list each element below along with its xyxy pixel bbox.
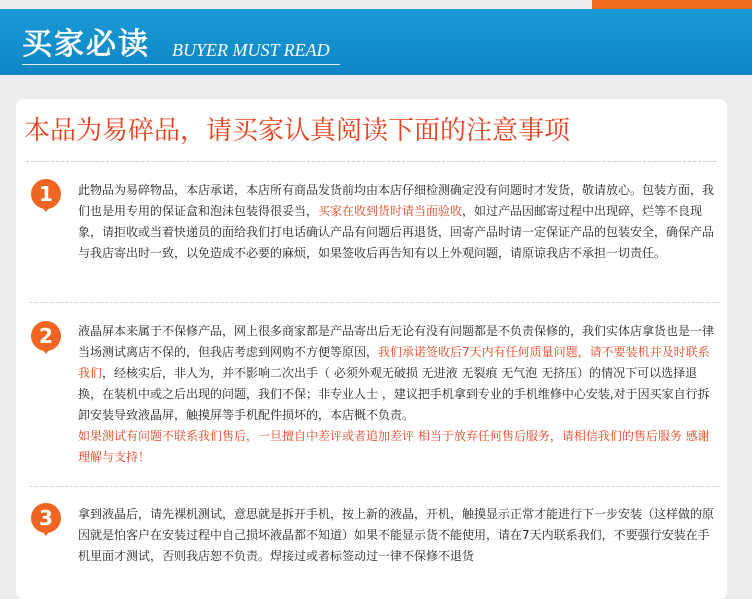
step-1-divider — [30, 302, 720, 303]
banner-subtitle: BUYER MUST READ — [172, 40, 330, 60]
header-banner — [0, 9, 752, 75]
notice-card — [16, 99, 727, 599]
step-2-after-sales-note: 如果测试有问题不联系我们售后，一旦擅自中差评或者追加差评 相当于放弃任何售后服务，请相信我们的售后服务 感谢理解与支持！ — [78, 429, 710, 464]
step-1-number-badge: 1 — [31, 179, 61, 209]
step-2-text-part-b: ，经核实后，非人为，并不影响二次出手（ 必须外观无破损 无进液 无裂痕 无气泡 无挤压）的情况下可以选择退换，在装机中或之后出现的问题，我们不保；非专业人士 ，建议把手机拿到专业的手机维修中心安装,对于因买家自行拆卸安装导致液晶屏，触摸屏等手机配件损坏的，本店概不负责。 — [78, 366, 710, 422]
step-1-text-part-b: ，如过产品因邮寄过程中出现碎，烂等不良现象，请拒收或当着快递员的面给我们打电话确认产品有问题后再退货，回寄产品时请一定保证产品的包装安全，确保产品与我店寄出时一致，以免造成不必要的麻烦，如果签收后再告知有以上外观问题，请原谅我店不承担一切责任。 — [78, 204, 715, 260]
step-1-text-part-a: 此物品为易碎物品，本店承诺，本店所有商品发货前均由本店仔细检测确定没有问题时才发货，敬请放心。包装方面，我们也是用专用的保证盒和泡沫包装得很妥当， — [78, 183, 715, 218]
top-accent-bar — [592, 0, 752, 9]
banner-underline — [22, 64, 340, 65]
step-1-text — [78, 180, 718, 264]
step-2-text — [78, 321, 718, 468]
step-2-highlight: 我们承诺签收后7天内有任何质量问题，请不要装机并及时联系我们 — [78, 345, 710, 380]
step-3-number-badge: 3 — [31, 503, 61, 533]
step-2-divider — [30, 486, 720, 487]
headline-divider — [26, 161, 716, 162]
notice-headline: 本品为易碎品，请买家认真阅读下面的注意事项 — [24, 116, 571, 146]
step-3-text: 拿到液晶后，请先裸机测试，意思就是拆开手机，按上新的液晶，开机，触摸显示正常才能进行下一步安装（这样做的原因就是怕客户在安装过程中自己损坏液晶都不知道）如果不能显示货不能使用，请在7天内联系我们，不要强行安装在手机里面才测试，否则我店恕不负责。焊接过或者标签动过一律不保修不退货 — [78, 507, 715, 563]
banner-title: 买家必读 — [22, 27, 150, 62]
step-2-number-badge: 2 — [31, 321, 61, 351]
step-1-highlight: 买家在收到货时请当面验收 — [318, 204, 463, 218]
step-2-text-part-a: 液晶屏本来属于不保修产品，网上很多商家都是产品寄出后无论有没有问题都是不负责保修的，我们实体店拿货也是一律当场测试离店不保的，但我店考虑到网购不方便等原因， — [78, 324, 715, 359]
